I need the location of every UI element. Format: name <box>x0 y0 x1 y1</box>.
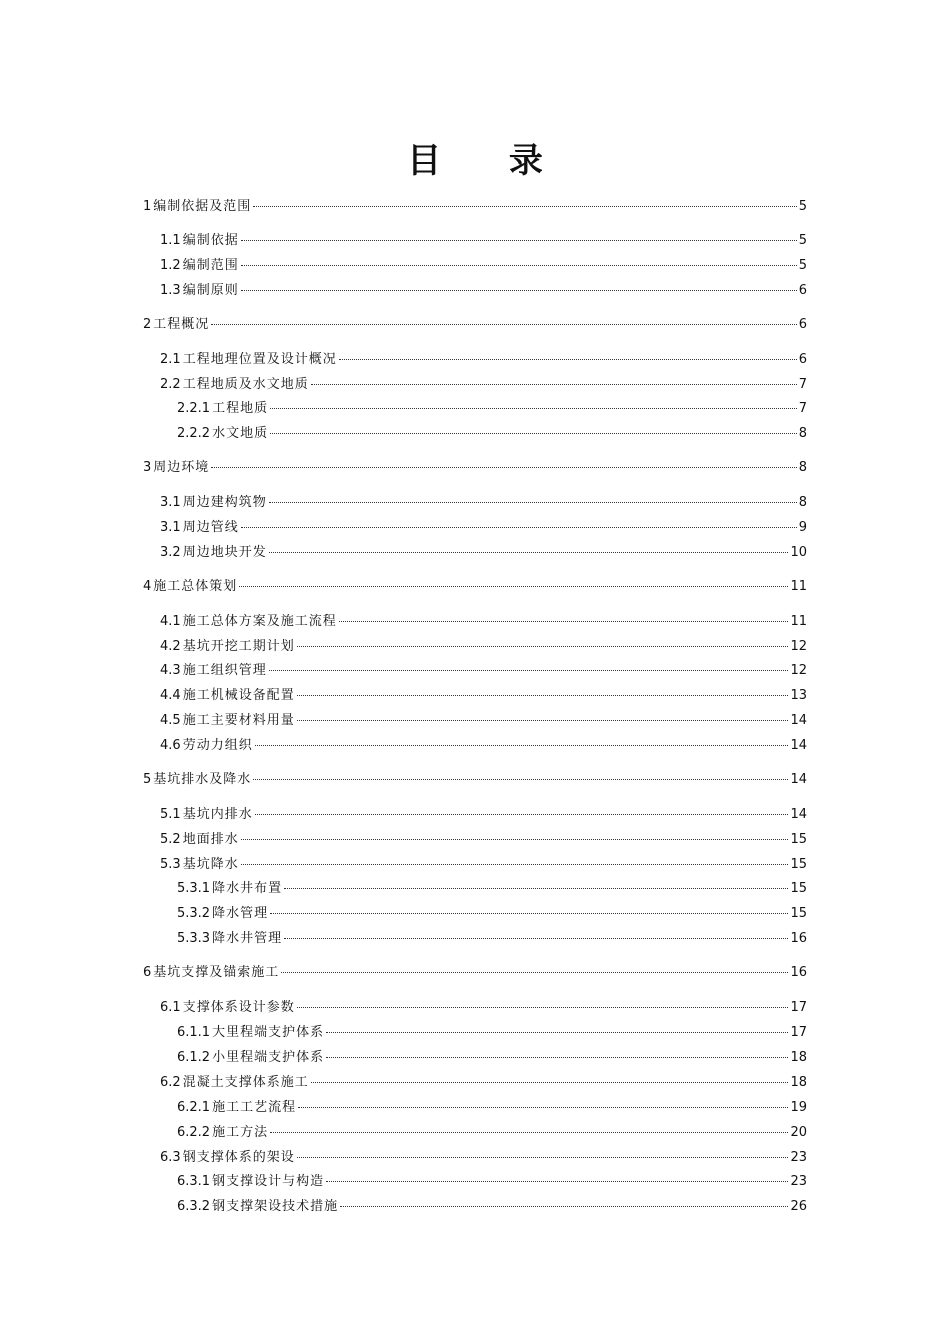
toc-entry-page-number: 19 <box>790 1100 807 1115</box>
toc-entry[interactable] <box>143 578 807 596</box>
toc-entry-number: 6.2.2 <box>177 1125 211 1140</box>
toc-entry-title: 钢支撑架设技术措施 <box>212 1199 339 1214</box>
toc-entry[interactable] <box>160 856 807 874</box>
toc-entry[interactable] <box>160 519 807 537</box>
toc-entry-page-number: 15 <box>790 832 807 847</box>
toc-entry[interactable] <box>177 425 807 443</box>
dot-leader <box>270 433 797 434</box>
dot-leader <box>297 646 789 647</box>
toc-entry-page-number: 26 <box>790 1199 807 1214</box>
toc-entry[interactable] <box>160 232 807 250</box>
dot-leader <box>311 384 797 385</box>
dot-leader <box>253 779 788 780</box>
toc-entry[interactable] <box>160 544 807 562</box>
dot-leader <box>340 1206 788 1207</box>
toc-entry-title: 工程概况 <box>153 317 210 332</box>
toc-entry-title: 编制依据 <box>182 233 239 248</box>
toc-entry-title: 小里程端支护体系 <box>212 1050 325 1065</box>
toc-entry[interactable] <box>177 1049 807 1067</box>
toc-entry-title: 降水井布置 <box>212 881 283 896</box>
toc-entry-title: 劳动力组织 <box>182 738 253 753</box>
toc-entry[interactable] <box>177 1024 807 1042</box>
toc-entry-title: 降水管理 <box>212 906 269 921</box>
dot-leader <box>339 621 789 622</box>
dot-leader <box>255 745 789 746</box>
toc-entry[interactable] <box>143 964 807 982</box>
dot-leader <box>339 359 797 360</box>
dot-leader <box>211 324 796 325</box>
toc-entry-page-number: 18 <box>790 1050 807 1065</box>
toc-entry-title: 周边环境 <box>153 460 210 475</box>
toc-entry-page-number: 17 <box>790 1025 807 1040</box>
toc-entry-number: 6.2.1 <box>177 1100 211 1115</box>
toc-entry-title: 混凝土支撑体系施工 <box>182 1075 309 1090</box>
page-title: 目 录 <box>407 141 571 181</box>
toc-entry[interactable] <box>160 712 807 730</box>
toc-entry-number: 4.5 <box>160 713 181 728</box>
toc-entry-number: 5 <box>143 772 152 787</box>
toc-entry-title: 施工组织管理 <box>182 663 267 678</box>
toc-entry-page-number: 11 <box>790 614 807 629</box>
toc-entry[interactable] <box>160 806 807 824</box>
toc-entry-page-number: 6 <box>798 317 807 332</box>
toc-entry[interactable] <box>177 1173 807 1191</box>
dot-leader <box>284 938 788 939</box>
toc-entry-title: 周边建构筑物 <box>182 495 267 510</box>
toc-entry[interactable] <box>143 316 807 334</box>
toc-entry-title: 基坑排水及降水 <box>153 772 252 787</box>
toc-entry-page-number: 20 <box>790 1125 807 1140</box>
toc-entry-number: 3 <box>143 460 152 475</box>
toc-entry-page-number: 8 <box>798 495 807 510</box>
dot-leader <box>311 1082 789 1083</box>
toc-entry-page-number: 15 <box>790 881 807 896</box>
toc-entry-page-number: 7 <box>798 401 807 416</box>
dot-leader <box>241 839 789 840</box>
toc-entry-number: 2.2.1 <box>177 401 211 416</box>
toc-entry[interactable] <box>160 282 807 300</box>
toc-entry-number: 6 <box>143 965 152 980</box>
dot-leader <box>241 265 797 266</box>
toc-entry-page-number: 8 <box>798 426 807 441</box>
toc-entry[interactable] <box>160 999 807 1017</box>
toc-entry-number: 1.1 <box>160 233 181 248</box>
toc-entry-title: 大里程端支护体系 <box>212 1025 325 1040</box>
toc-entry-title: 基坑支撑及锚索施工 <box>153 965 280 980</box>
toc-entry-number: 3.1 <box>160 520 181 535</box>
toc-entry-number: 5.3.2 <box>177 906 211 921</box>
dot-leader <box>297 1007 789 1008</box>
toc-entry-number: 4.6 <box>160 738 181 753</box>
toc-entry[interactable] <box>143 198 807 216</box>
toc-entry-title: 基坑降水 <box>182 857 239 872</box>
toc-entry-number: 4.1 <box>160 614 181 629</box>
toc-entry-number: 5.2 <box>160 832 181 847</box>
toc-entry-title: 水文地质 <box>212 426 269 441</box>
toc-entry-page-number: 16 <box>790 965 807 980</box>
toc-entry-number: 2.2.2 <box>177 426 211 441</box>
toc-entry-title: 周边管线 <box>182 520 239 535</box>
toc-entry-page-number: 6 <box>798 283 807 298</box>
toc-entry-title: 降水井管理 <box>212 931 283 946</box>
toc-entry-title: 施工方法 <box>212 1125 269 1140</box>
toc-entry[interactable] <box>177 1099 807 1117</box>
toc-entry-title: 施工主要材料用量 <box>182 713 295 728</box>
toc-entry[interactable] <box>160 1074 807 1092</box>
toc-entry-page-number: 15 <box>790 857 807 872</box>
toc-entry[interactable] <box>177 1198 807 1216</box>
toc-entry-number: 5.1 <box>160 807 181 822</box>
toc-entry[interactable] <box>160 737 807 755</box>
toc-entry-number: 6.1.2 <box>177 1050 211 1065</box>
toc-entry-number: 3.2 <box>160 545 181 560</box>
toc-entry-title: 工程地质 <box>212 401 269 416</box>
toc-entry-page-number: 9 <box>798 520 807 535</box>
toc-entry[interactable] <box>177 905 807 923</box>
toc-entry[interactable] <box>143 771 807 789</box>
toc-entry[interactable] <box>160 1149 807 1167</box>
toc-entry-page-number: 6 <box>798 352 807 367</box>
toc-entry-page-number: 23 <box>790 1150 807 1165</box>
toc-entry-title: 施工总体方案及施工流程 <box>182 614 337 629</box>
toc-entry-page-number: 17 <box>790 1000 807 1015</box>
toc-entry-page-number: 16 <box>790 931 807 946</box>
toc-entry-title: 地面排水 <box>182 832 239 847</box>
toc-entry-page-number: 14 <box>790 713 807 728</box>
toc-entry-number: 6.3.1 <box>177 1174 211 1189</box>
toc-entry[interactable] <box>160 494 807 512</box>
dot-leader <box>255 814 789 815</box>
toc-entry-page-number: 7 <box>798 377 807 392</box>
toc-entry-page-number: 11 <box>790 579 807 594</box>
toc-entry-title: 工程地质及水文地质 <box>182 377 309 392</box>
toc-entry[interactable] <box>160 662 807 680</box>
toc-entry-title: 施工总体策划 <box>153 579 238 594</box>
toc-entry-number: 2 <box>143 317 152 332</box>
toc-entry-page-number: 15 <box>790 906 807 921</box>
dot-leader <box>270 408 797 409</box>
dot-leader <box>269 502 797 503</box>
dot-leader <box>253 206 796 207</box>
toc-entry-number: 2.2 <box>160 377 181 392</box>
toc-entry[interactable] <box>160 687 807 705</box>
toc-entry-title: 编制依据及范围 <box>153 199 252 214</box>
dot-leader <box>297 720 789 721</box>
toc-entry-number: 2.1 <box>160 352 181 367</box>
toc-entry-page-number: 12 <box>790 663 807 678</box>
toc-entry-title: 基坑内排水 <box>182 807 253 822</box>
toc-entry-title: 施工机械设备配置 <box>182 688 295 703</box>
dot-leader <box>241 527 797 528</box>
toc-entry-number: 5.3.3 <box>177 931 211 946</box>
toc-entry-page-number: 13 <box>790 688 807 703</box>
toc-entry-title: 钢支撑设计与构造 <box>212 1174 325 1189</box>
toc-entry-page-number: 23 <box>790 1174 807 1189</box>
dot-leader <box>270 913 788 914</box>
dot-leader <box>281 972 788 973</box>
toc-entry-number: 1.2 <box>160 258 181 273</box>
toc-entry-number: 5.3 <box>160 857 181 872</box>
toc-entry[interactable] <box>177 400 807 418</box>
toc-entry-page-number: 14 <box>790 772 807 787</box>
dot-leader <box>241 864 789 865</box>
toc-entry-page-number: 14 <box>790 807 807 822</box>
dot-leader <box>270 1132 788 1133</box>
toc-entry[interactable] <box>160 257 807 275</box>
toc-entry-page-number: 5 <box>798 199 807 214</box>
toc-entry-number: 1 <box>143 199 152 214</box>
toc-entry[interactable] <box>160 613 807 631</box>
toc-entry-number: 6.3 <box>160 1150 181 1165</box>
toc-entry-title: 周边地块开发 <box>182 545 267 560</box>
toc-entry-page-number: 5 <box>798 258 807 273</box>
toc-entry[interactable] <box>160 351 807 369</box>
toc-entry-number: 6.2 <box>160 1075 181 1090</box>
dot-leader <box>298 1107 788 1108</box>
toc-entry-number: 1.3 <box>160 283 181 298</box>
dot-leader <box>297 1157 789 1158</box>
toc-entry-title: 基坑开挖工期计划 <box>182 639 295 654</box>
dot-leader <box>239 586 788 587</box>
dot-leader <box>241 240 797 241</box>
toc-entry-page-number: 12 <box>790 639 807 654</box>
toc-entry-number: 5.3.1 <box>177 881 211 896</box>
toc-entry-page-number: 8 <box>798 460 807 475</box>
dot-leader <box>241 290 797 291</box>
toc-entry[interactable] <box>143 459 807 477</box>
dot-leader <box>326 1057 788 1058</box>
toc-entry-title: 编制范围 <box>182 258 239 273</box>
toc-entry-page-number: 18 <box>790 1075 807 1090</box>
toc-entry-number: 6.1.1 <box>177 1025 211 1040</box>
toc-entry-number: 4.2 <box>160 639 181 654</box>
toc-entry-title: 编制原则 <box>182 283 239 298</box>
toc-entry-number: 4.3 <box>160 663 181 678</box>
dot-leader <box>326 1032 788 1033</box>
toc-entry-number: 6.3.2 <box>177 1199 211 1214</box>
dot-leader <box>297 695 789 696</box>
dot-leader <box>269 552 789 553</box>
toc-entry-number: 3.1 <box>160 495 181 510</box>
toc-entry[interactable] <box>177 880 807 898</box>
dot-leader <box>269 670 789 671</box>
toc-entry-title: 工程地理位置及设计概况 <box>182 352 337 367</box>
toc-entry-number: 4 <box>143 579 152 594</box>
toc-entry[interactable] <box>160 831 807 849</box>
toc-entry[interactable] <box>160 376 807 394</box>
toc-entry-title: 支撑体系设计参数 <box>182 1000 295 1015</box>
dot-leader <box>284 888 788 889</box>
toc-entry[interactable] <box>177 930 807 948</box>
toc-entry-number: 6.1 <box>160 1000 181 1015</box>
dot-leader <box>326 1181 788 1182</box>
toc-entry[interactable] <box>177 1124 807 1142</box>
dot-leader <box>211 467 796 468</box>
toc-entry-title: 施工工艺流程 <box>212 1100 297 1115</box>
toc-entry-number: 4.4 <box>160 688 181 703</box>
toc-entry-page-number: 5 <box>798 233 807 248</box>
toc-entry-page-number: 10 <box>790 545 807 560</box>
toc-entry-title: 钢支撑体系的架设 <box>182 1150 295 1165</box>
toc-entry-page-number: 14 <box>790 738 807 753</box>
toc-entry[interactable] <box>160 638 807 656</box>
